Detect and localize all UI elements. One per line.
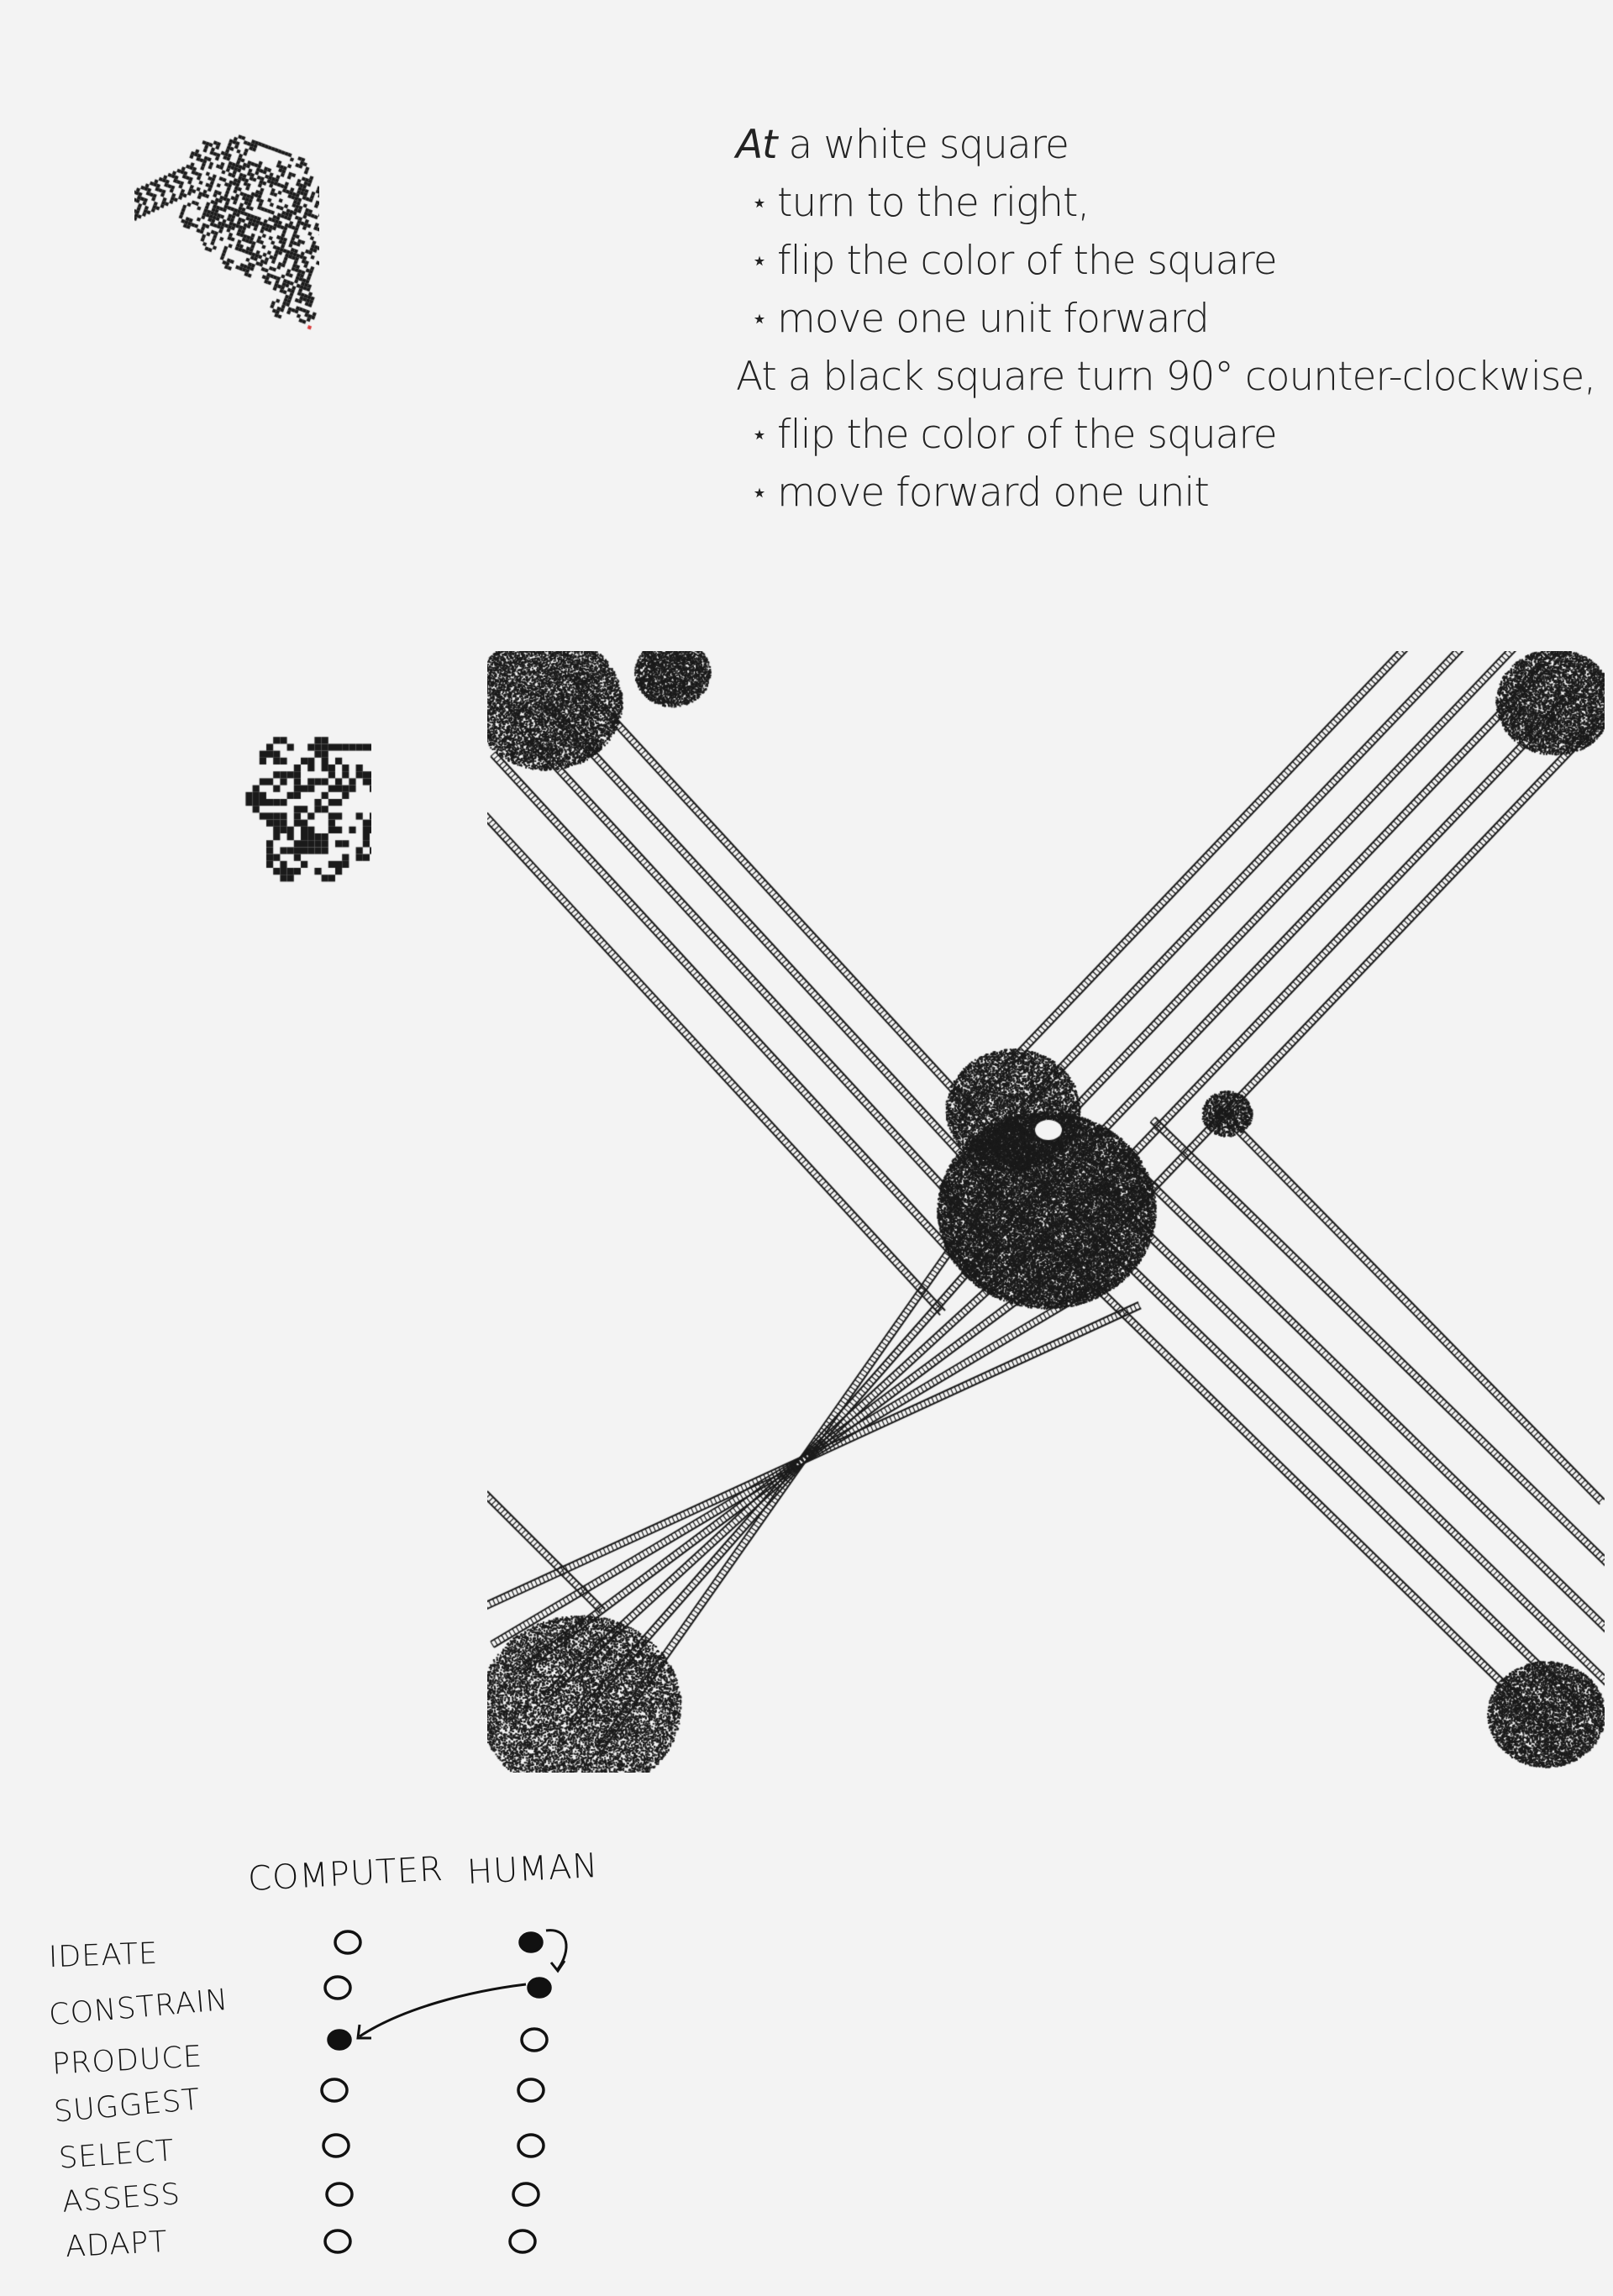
human-mark-ideate [520, 1933, 542, 1952]
stage-label-ideate: IDEATE [48, 1936, 159, 1975]
star-icon: ⋆ [751, 244, 768, 276]
white-square-heading: At a white square [736, 122, 1069, 168]
black-square-heading: At a black square turn 90° counter-clockwise, [736, 354, 1596, 400]
human-mark-assess [513, 2183, 539, 2205]
rule-step: ⋆ move one unit forward [751, 296, 1209, 342]
rule-step: ⋆ turn to the right, [751, 180, 1090, 226]
stage-label-adapt: ADAPT [65, 2225, 169, 2265]
arrow-handoff-icon [360, 1984, 526, 2036]
rule-step: ⋆ move forward one unit [751, 470, 1209, 516]
column-header-human: HUMAN [465, 1846, 600, 1893]
rule-step: ⋆ flip the color of the square [751, 412, 1277, 458]
human-mark-select [518, 2135, 544, 2157]
computer-mark-assess [327, 2183, 352, 2205]
computer-mark-select [323, 2135, 349, 2157]
stage-label-constrain: CONSTRAIN [47, 1983, 230, 2033]
computer-mark-suggest [322, 2079, 347, 2101]
computer-mark-ideate [335, 1931, 360, 1953]
star-icon: ⋆ [751, 187, 768, 218]
human-mark-constrain [528, 1978, 550, 1997]
human-mark-produce [522, 2029, 547, 2051]
rule-step: ⋆ flip the color of the square [751, 238, 1277, 284]
stage-label-assess: ASSESS [60, 2178, 182, 2220]
star-icon: ⋆ [751, 418, 768, 450]
human-mark-adapt [510, 2230, 535, 2252]
stage-label-select: SELECT [57, 2134, 176, 2176]
stage-label-produce: PRODUCE [51, 2040, 204, 2082]
star-icon: ⋆ [751, 302, 768, 334]
computer-mark-constrain [325, 1977, 350, 1999]
stage-label-suggest: SUGGEST [52, 2083, 202, 2130]
computer-mark-adapt [325, 2230, 350, 2252]
column-header-computer: COMPUTER [246, 1849, 444, 1899]
human-mark-suggest [518, 2079, 544, 2101]
computer-mark-produce [328, 2031, 350, 2049]
arrow-loop-head [551, 1961, 565, 1971]
star-icon: ⋆ [751, 476, 768, 508]
